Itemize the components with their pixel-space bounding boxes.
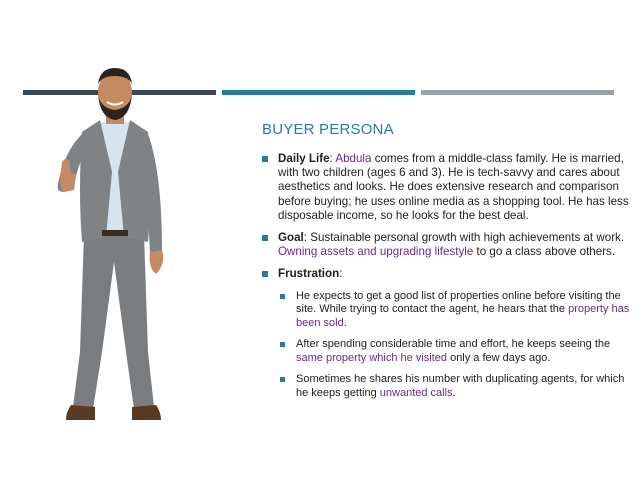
frustration-item: [262, 267, 632, 281]
page-title: BUYER PERSONA: [262, 121, 394, 138]
bullet-icon: [262, 235, 268, 241]
persona-photo: [40, 62, 190, 432]
frustration-text: After spending considerable time and effort, he keeps seeing the: [296, 338, 611, 351]
frustration-separator: :: [339, 267, 343, 281]
goal-highlight: Owning assets and upgrading lifestyle: [278, 245, 474, 259]
header-bar-blue: [222, 90, 415, 95]
daily-life-item: [262, 152, 632, 223]
frustration-sub-item: [280, 373, 632, 400]
bullet-icon: [262, 156, 268, 162]
frustration-sub-item: [280, 290, 632, 331]
header-bar-gray: [421, 90, 614, 95]
frustration-sub-item: [280, 338, 632, 365]
frustration-highlight: same property which he visited: [296, 351, 448, 364]
goal-text-end: to go a class above others.: [473, 245, 616, 259]
persona-details: [262, 152, 632, 408]
goal-text: : Sustainable personal growth with high achievements at work.: [303, 231, 625, 245]
daily-life-label: Daily Life: [278, 152, 330, 165]
persona-name: Abdula: [335, 152, 372, 165]
daily-life-text: comes from a middle-class family. He is married, with two children (ages 6 and 3). He is tech-savvy and cares about aesthetics and looks. He does extensive research and comparison before buying; he uses online media as a shopping tool. He has less disposable income, so he looks for the best deal.: [278, 152, 629, 222]
goal-item: [262, 231, 632, 259]
daily-life-separator: :: [329, 152, 336, 165]
goal-label: Goal: [278, 231, 304, 245]
frustration-end: .: [343, 316, 347, 329]
frustration-highlight: unwanted calls: [379, 386, 453, 399]
sub-bullet-icon: [280, 377, 285, 382]
bullet-icon: [262, 271, 268, 277]
frustration-end: .: [452, 386, 456, 399]
frustration-text: He expects to get a good list of properties online before visiting the site. While trying to contact the agent, he hears that the: [296, 289, 621, 316]
sub-bullet-icon: [280, 342, 285, 347]
sub-bullet-icon: [280, 294, 285, 299]
frustration-end: only a few days ago.: [447, 351, 551, 364]
frustration-text: Sometimes he shares his number with duplicating agents, for which he keeps getting: [296, 373, 625, 399]
frustration-label: Frustration: [278, 267, 340, 281]
frustration-highlight: property has been sold: [296, 303, 630, 329]
